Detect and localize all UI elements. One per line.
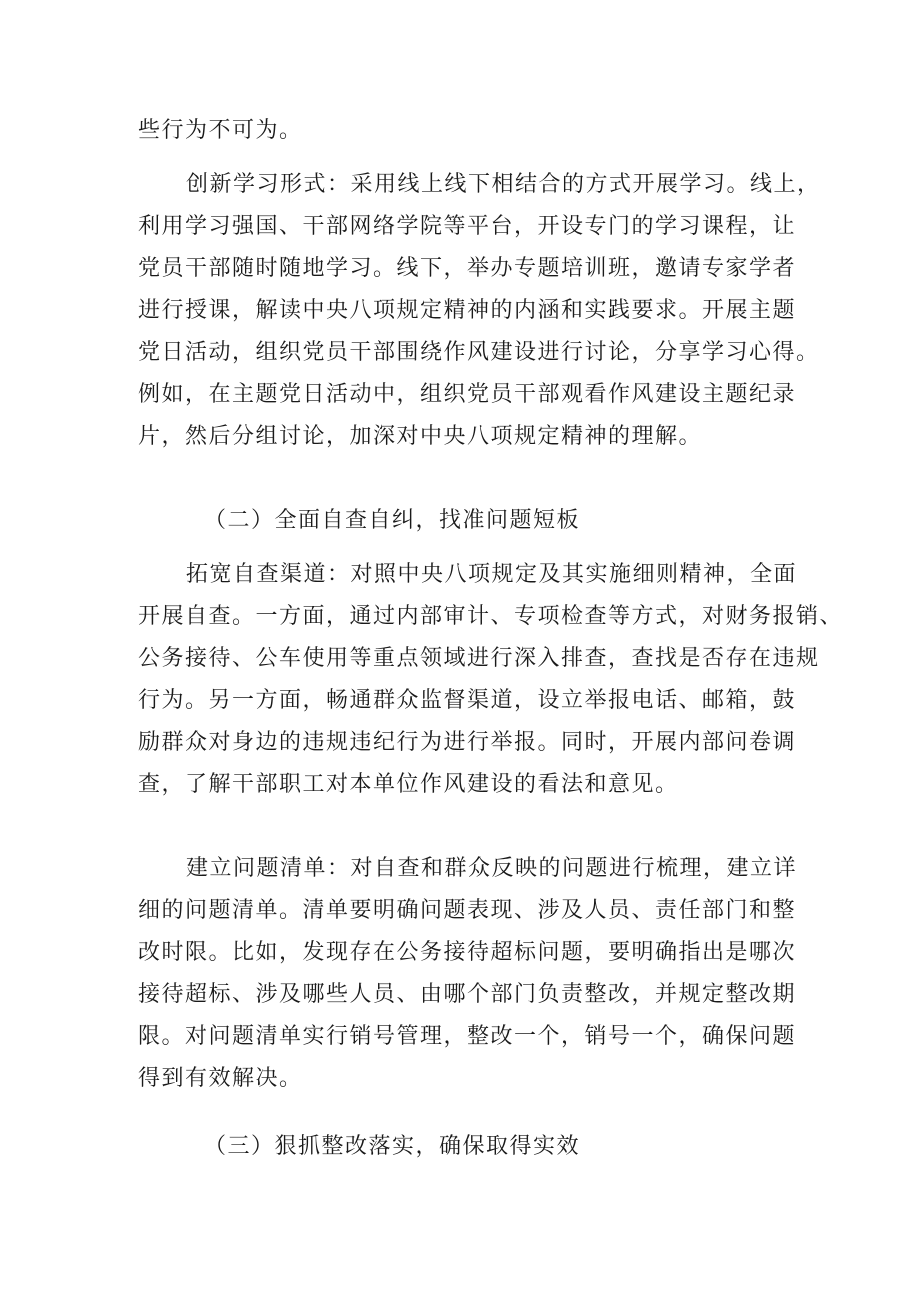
text-line: 利用学习强国、干部网络学院等平台，开设专门的学习课程，让 [138,214,797,239]
text-line: 细的问题清单。清单要明确问题表现、涉及人员、责任部门和整 [138,898,797,923]
text-line: 建立问题清单：对自查和群众反映的问题进行梳理，建立详 [186,856,798,881]
text-line: 党员干部随时随地学习。线下，举办专题培训班，邀请专家学者 [138,256,797,281]
text-line: 励群众对身边的违规违纪行为进行举报。同时，开展内部问卷调 [138,730,797,755]
paragraph-self-check [138,554,844,806]
text-line: 例如，在主题党日活动中，组织党员干部观看作风建设主题纪录 [138,382,797,407]
text-line: 党日活动，组织党员干部围绕作风建设进行讨论，分享学习心得。 [138,340,820,365]
text-line: 片，然后分组讨论，加深对中央八项规定精神的理解。 [138,424,703,449]
text-line: 行为。另一方面，畅通群众监督渠道，设立举报电话、邮箱，鼓 [138,688,797,713]
text-line: 接待超标、涉及哪些人员、由哪个部门负责整改，并规定整改期 [138,982,797,1007]
text-line: 限。对问题清单实行销号管理，整改一个，销号一个，确保问题 [138,1024,797,1049]
text-line: 查，了解干部职工对本单位作风建设的看法和意见。 [138,772,679,797]
paragraph-learning-forms [138,164,821,458]
text-line: 得到有效解决。 [138,1066,303,1091]
paragraph-continuation [138,110,798,152]
text-line: 创新学习形式：采用线上线下相结合的方式开展学习。线上， [186,172,821,197]
text-line: 开展自查。一方面，通过内部审计、专项检查等方式，对财务报销、 [138,604,844,629]
text-line: 改时限。比如，发现存在公务接待超标问题，要明确指出是哪次 [138,940,797,965]
text-line: 拓宽自查渠道：对照中央八项规定及其实施细则精神，全面 [186,562,798,587]
heading-line: （二）全面自查自纠，找准问题短板 [204,508,581,533]
section-heading-3 [138,1126,798,1168]
section-heading-2 [138,500,798,542]
text-line: 进行授课，解读中央八项规定精神的内涵和实践要求。开展主题 [138,298,797,323]
text-line: 些行为不可为。 [138,118,303,143]
text-line: 公务接待、公车使用等重点领域进行深入排查，查找是否存在违规 [138,646,820,671]
paragraph-problem-list [138,848,798,1100]
heading-line: （三）狠抓整改落实，确保取得实效 [204,1134,581,1159]
